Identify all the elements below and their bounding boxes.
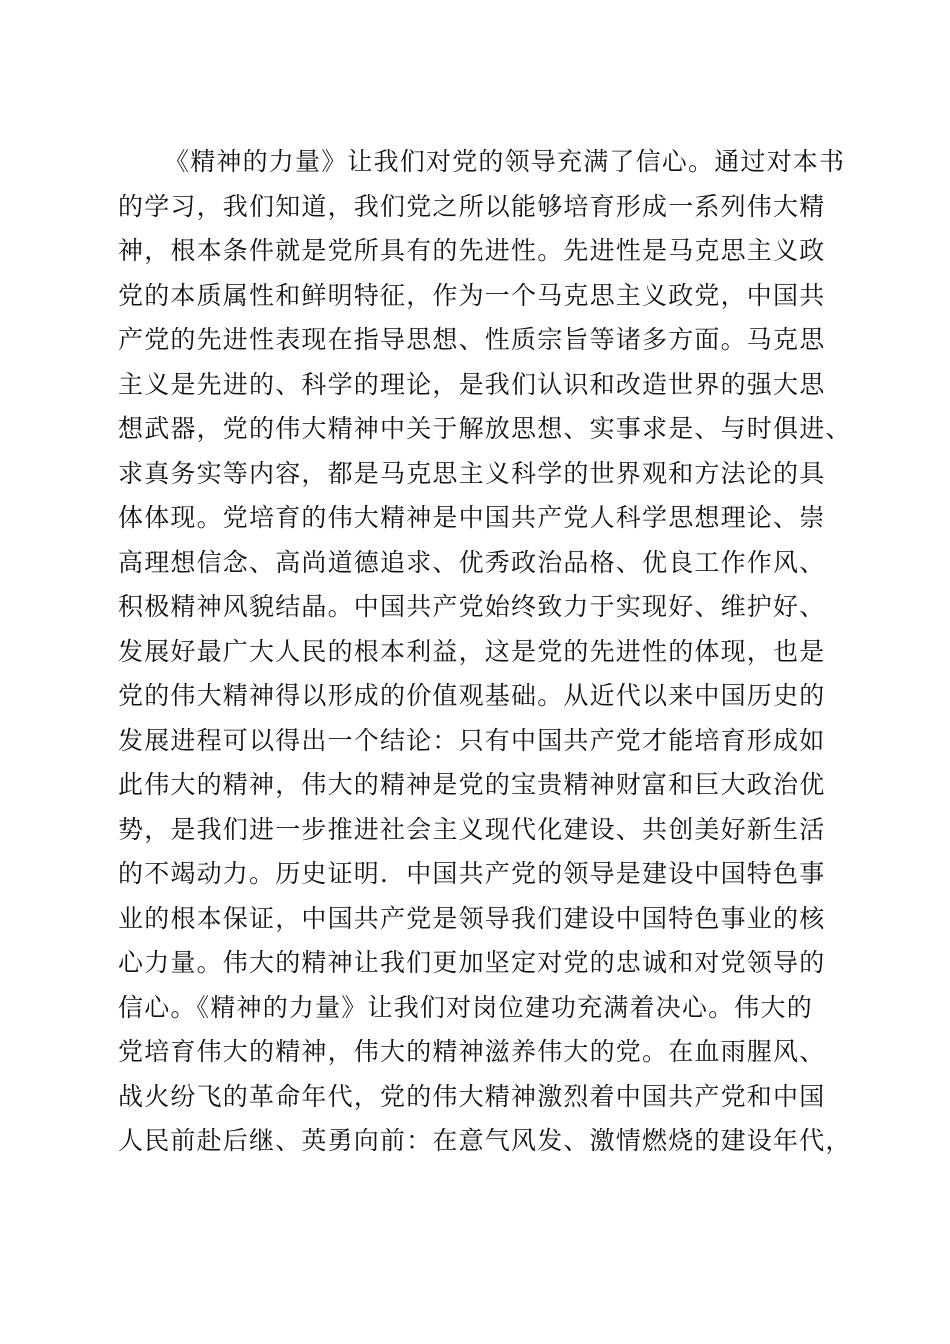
body-paragraph xyxy=(118,140,852,1164)
text-line: 积极精神风貌结晶。中国共产党始终致力于实现好、维护好、 xyxy=(118,592,826,621)
text-line: 人民前赴后继、英勇向前：在意气风发、激情燃烧的建设年代， xyxy=(118,1126,852,1155)
text-line: 《精神的力量》让我们对党的领导充满了信心。通过对本书 xyxy=(164,147,846,176)
text-line: 高理想信念、高尚道德追求、优秀政治品格、优良工作作风、 xyxy=(118,547,826,577)
text-line: 党的伟大精神得以形成的价值观基础。从近代以来中国历史的 xyxy=(118,681,826,710)
text-line: 产党的先进性表现在指导思想、性质宗旨等诸多方面。马克思 xyxy=(118,325,826,354)
text-line: 的学习，我们知道，我们党之所以能够培育形成一系列伟大精 xyxy=(118,191,826,221)
text-line: 信心。《精神的力量》让我们对岗位建功充满着决心。伟大的 xyxy=(118,992,813,1022)
text-line: 神，根本条件就是党所具有的先进性。先进性是马克思主义政 xyxy=(118,236,826,265)
text-line: 主义是先进的、科学的理论，是我们认识和改造世界的强大思 xyxy=(118,369,826,399)
text-line: 心力量。伟大的精神让我们更加坚定对党的忠诚和对党领导的 xyxy=(118,948,826,977)
text-line: 发展进程可以得出一个结论：只有中国共产党才能培育形成如 xyxy=(118,725,826,755)
text-line: 体体现。党培育的伟大精神是中国共产党人科学思想理论、崇 xyxy=(118,503,826,532)
text-line: 想武器，党的伟大精神中关于解放思想、实事求是、与时俱进、 xyxy=(118,414,852,443)
text-line: 势，是我们进一步推进社会主义现代化建设、共创美好新生活 xyxy=(118,814,826,844)
text-line: 发展好最广大人民的根本利益，这是党的先进性的体现，也是 xyxy=(118,636,826,666)
text-line: 党培育伟大的精神，伟大的精神滋养伟大的党。在血雨腥风、 xyxy=(118,1037,826,1066)
text-line: 此伟大的精神，伟大的精神是党的宝贵精神财富和巨大政治优 xyxy=(118,770,826,799)
text-line: 的不竭动力。历史证明．中国共产党的领导是建设中国特色事 xyxy=(118,859,826,888)
text-line: 求真务实等内容，都是马克思主义科学的世界观和方法论的具 xyxy=(118,458,826,488)
text-line: 业的根本保证，中国共产党是领导我们建设中国特色事业的核 xyxy=(118,903,826,933)
text-line: 党的本质属性和鲜明特征，作为一个马克思主义政党，中国共 xyxy=(118,280,826,310)
text-line: 战火纷飞的革命年代，党的伟大精神激烈着中国共产党和中国 xyxy=(118,1081,826,1111)
